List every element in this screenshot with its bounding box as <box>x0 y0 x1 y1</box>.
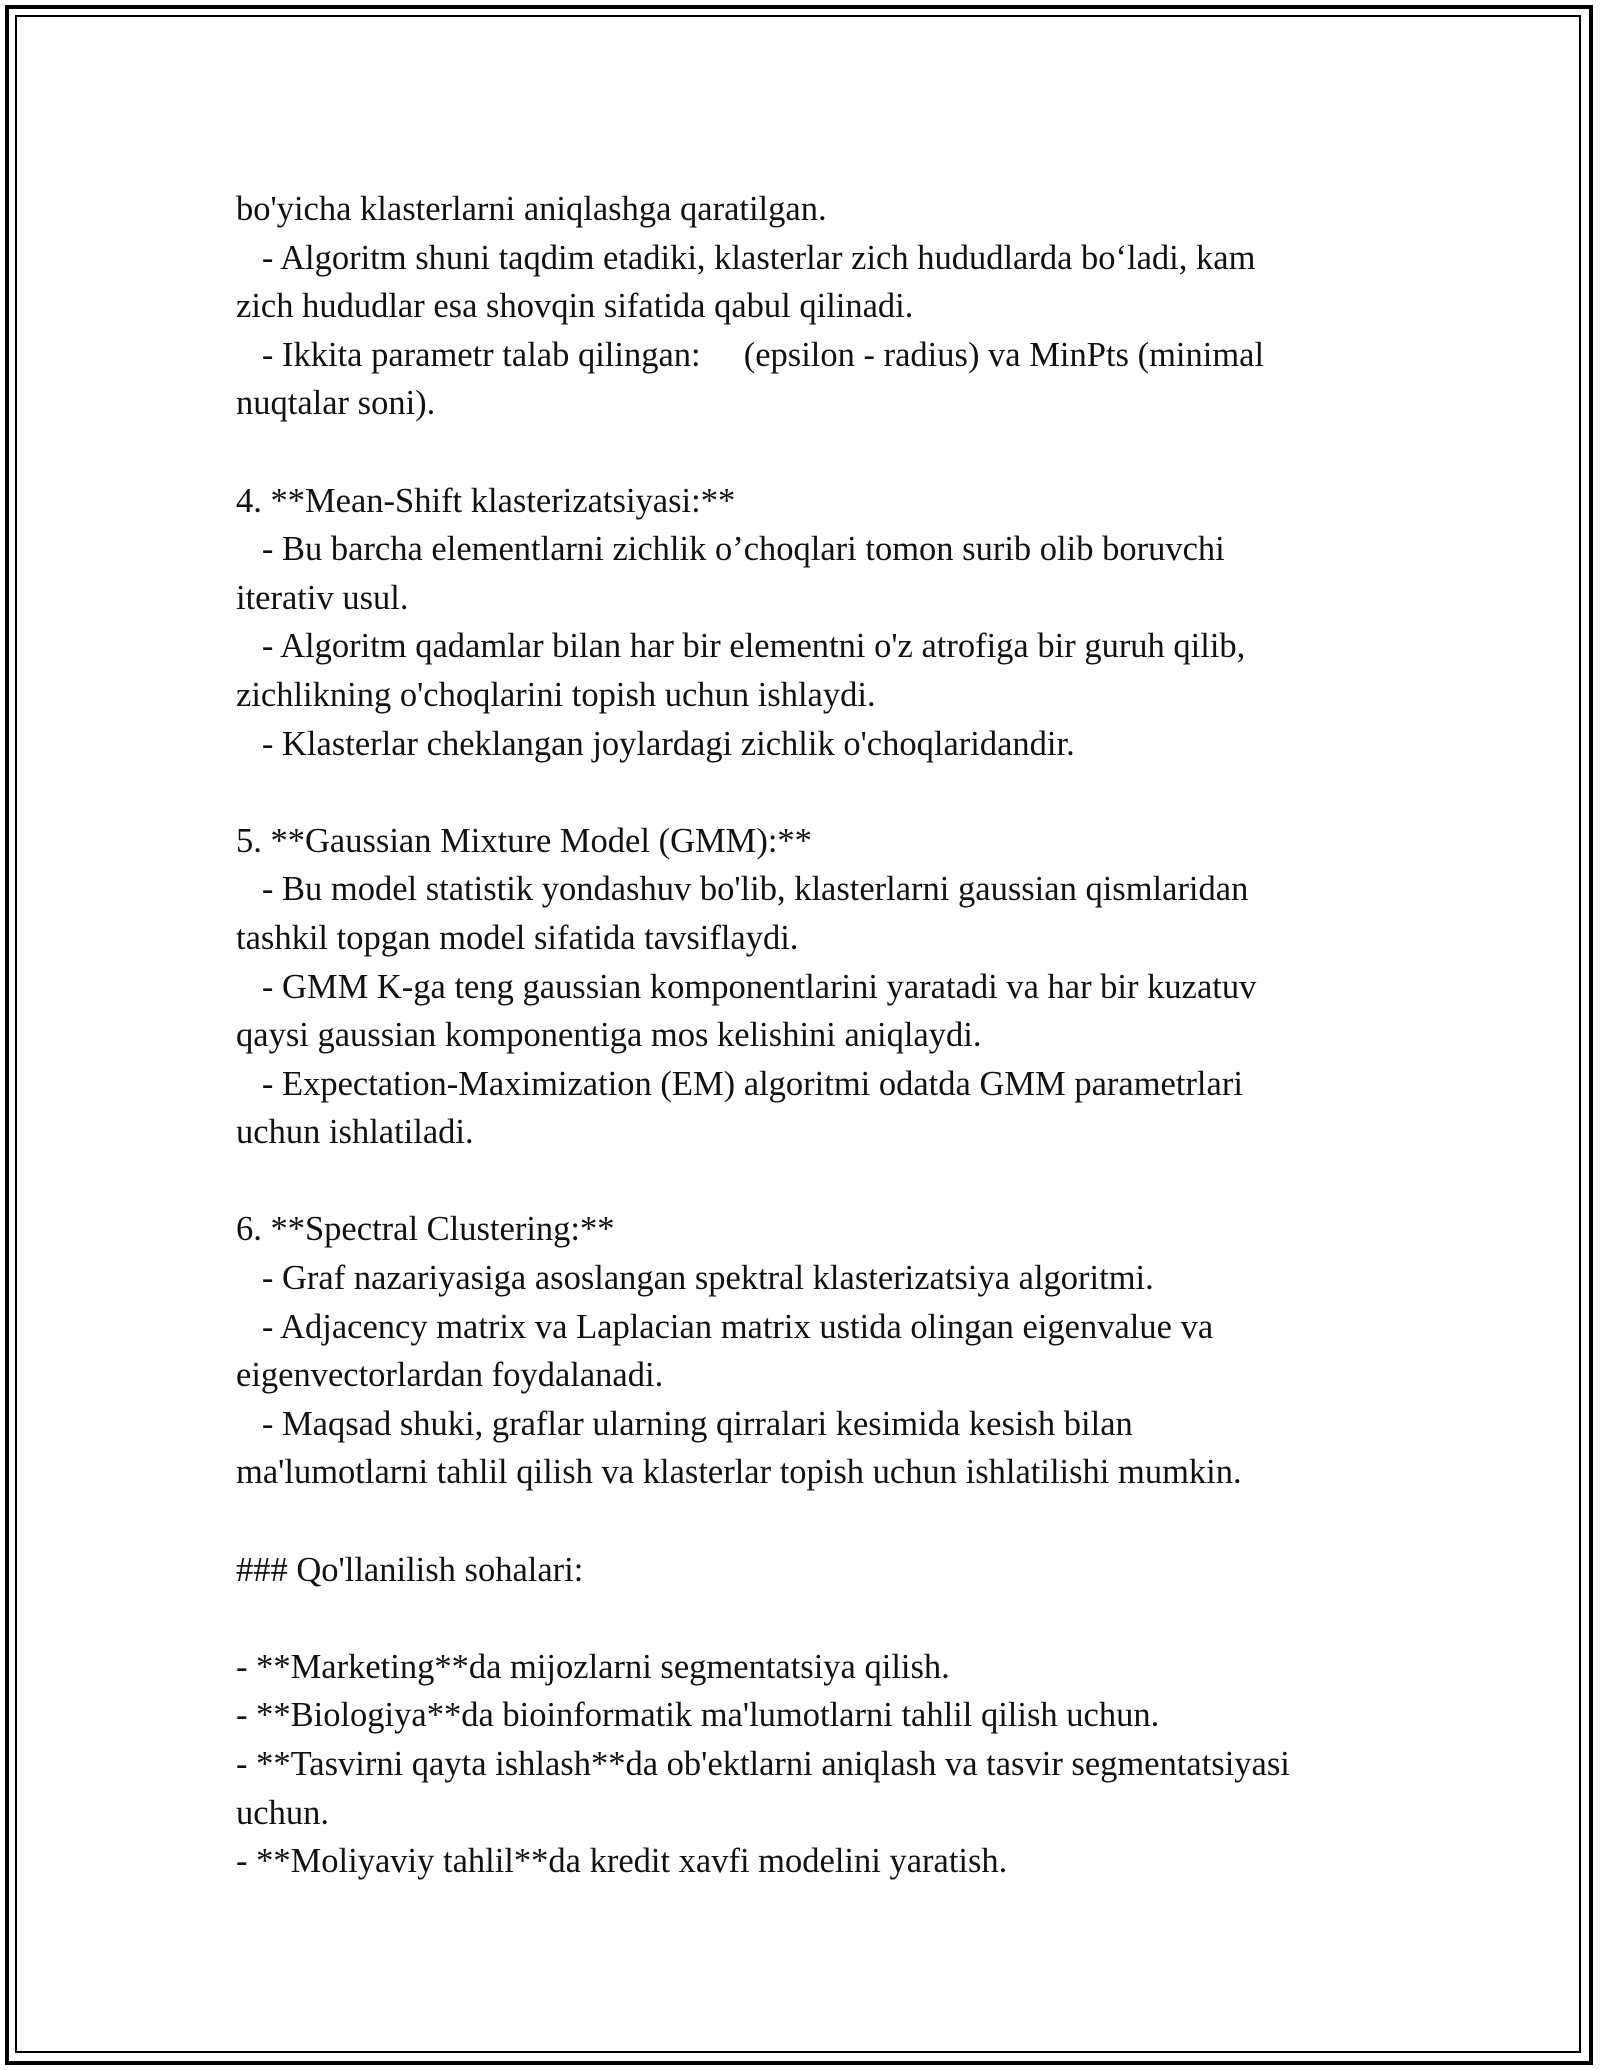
text-line: - Expectation-Maximization (EM) algoritmi odatda GMM parametrlari <box>236 1064 1243 1103</box>
text-line: zichlikning o'choqlarini topish uchun ishlaydi. <box>236 675 876 714</box>
blank-line <box>236 1594 1386 1643</box>
text-line: iterativ usul. <box>236 578 409 617</box>
text-line: - Algoritm qadamlar bilan har bir elementni o'z atrofiga bir guruh qilib, <box>236 627 1246 666</box>
list-item: uchun. <box>236 1793 329 1832</box>
list-item: - **Marketing**da mijozlarni segmentatsiya qilish. <box>236 1647 950 1686</box>
text-line: - Adjacency matrix va Laplacian matrix ustida olingan eigenvalue va <box>236 1307 1214 1346</box>
text-line: bo'yicha klasterlarni aniqlashga qaratilgan. <box>236 190 827 228</box>
blank-line <box>236 1497 1386 1546</box>
text-line: nuqtalar soni). <box>236 384 436 423</box>
text-line: ma'lumotlarni tahlil qilish va klasterlar topish uchun ishlatilishi mumkin. <box>236 1453 1242 1492</box>
text-line: - Bu model statistik yondashuv bo'lib, klasterlarni gaussian qismlaridan <box>236 870 1249 909</box>
blank-line <box>236 768 1386 817</box>
section-heading: ### Qo'llanilish sohalari: <box>236 1550 584 1589</box>
text-line: uchun ishlatiladi. <box>236 1113 474 1152</box>
text-line: qaysi gaussian komponentiga mos kelishini aniqlaydi. <box>236 1016 982 1055</box>
text-line: - Algoritm shuni taqdim etadiki, klasterlar zich hududlarda bo‘ladi, kam <box>236 238 1256 277</box>
text-line: - Graf nazariyasiga asoslangan spektral klasterizatsiya algoritmi. <box>236 1259 1154 1298</box>
text-line: - Ikkita parametr talab qilingan: (epsilon - radius) va MinPts (minimal <box>236 335 1265 374</box>
text-line: eigenvectorlardan foydalanadi. <box>236 1356 664 1395</box>
text-line: tashkil topgan model sifatida tavsiflaydi. <box>236 918 799 957</box>
blank-line <box>236 1157 1386 1206</box>
list-item: - **Tasvirni qayta ishlash**da ob'ektlarni aniqlash va tasvir segmentatsiyasi <box>236 1745 1290 1783</box>
section-heading: 6. **Spectral Clustering:** <box>236 1210 615 1249</box>
text-line: - Maqsad shuki, graflar ularning qirralari kesimida kesish bilan <box>236 1404 1133 1443</box>
section-heading: 4. **Mean-Shift klasterizatsiyasi:** <box>236 481 736 520</box>
text-line: - GMM K-ga teng gaussian komponentlarini yaratadi va har bir kuzatuv <box>236 967 1257 1006</box>
text-line: - Klasterlar cheklangan joylardagi zichlik o'choqlaridandir. <box>236 724 1075 763</box>
section-heading: 5. **Gaussian Mixture Model (GMM):** <box>236 821 812 860</box>
text-line: - Bu barcha elementlarni zichlik o’choqlari tomon surib olib boruvchi <box>236 530 1225 569</box>
list-item: - **Moliyaviy tahlil**da kredit xavfi modelini yaratish. <box>236 1842 1008 1881</box>
document-body <box>236 185 1386 1886</box>
blank-line <box>236 428 1386 477</box>
text-line: zich hududlar esa shovqin sifatida qabul qilinadi. <box>236 287 914 326</box>
list-item: - **Biologiya**da bioinformatik ma'lumotlarni tahlil qilish uchun. <box>236 1696 1160 1735</box>
